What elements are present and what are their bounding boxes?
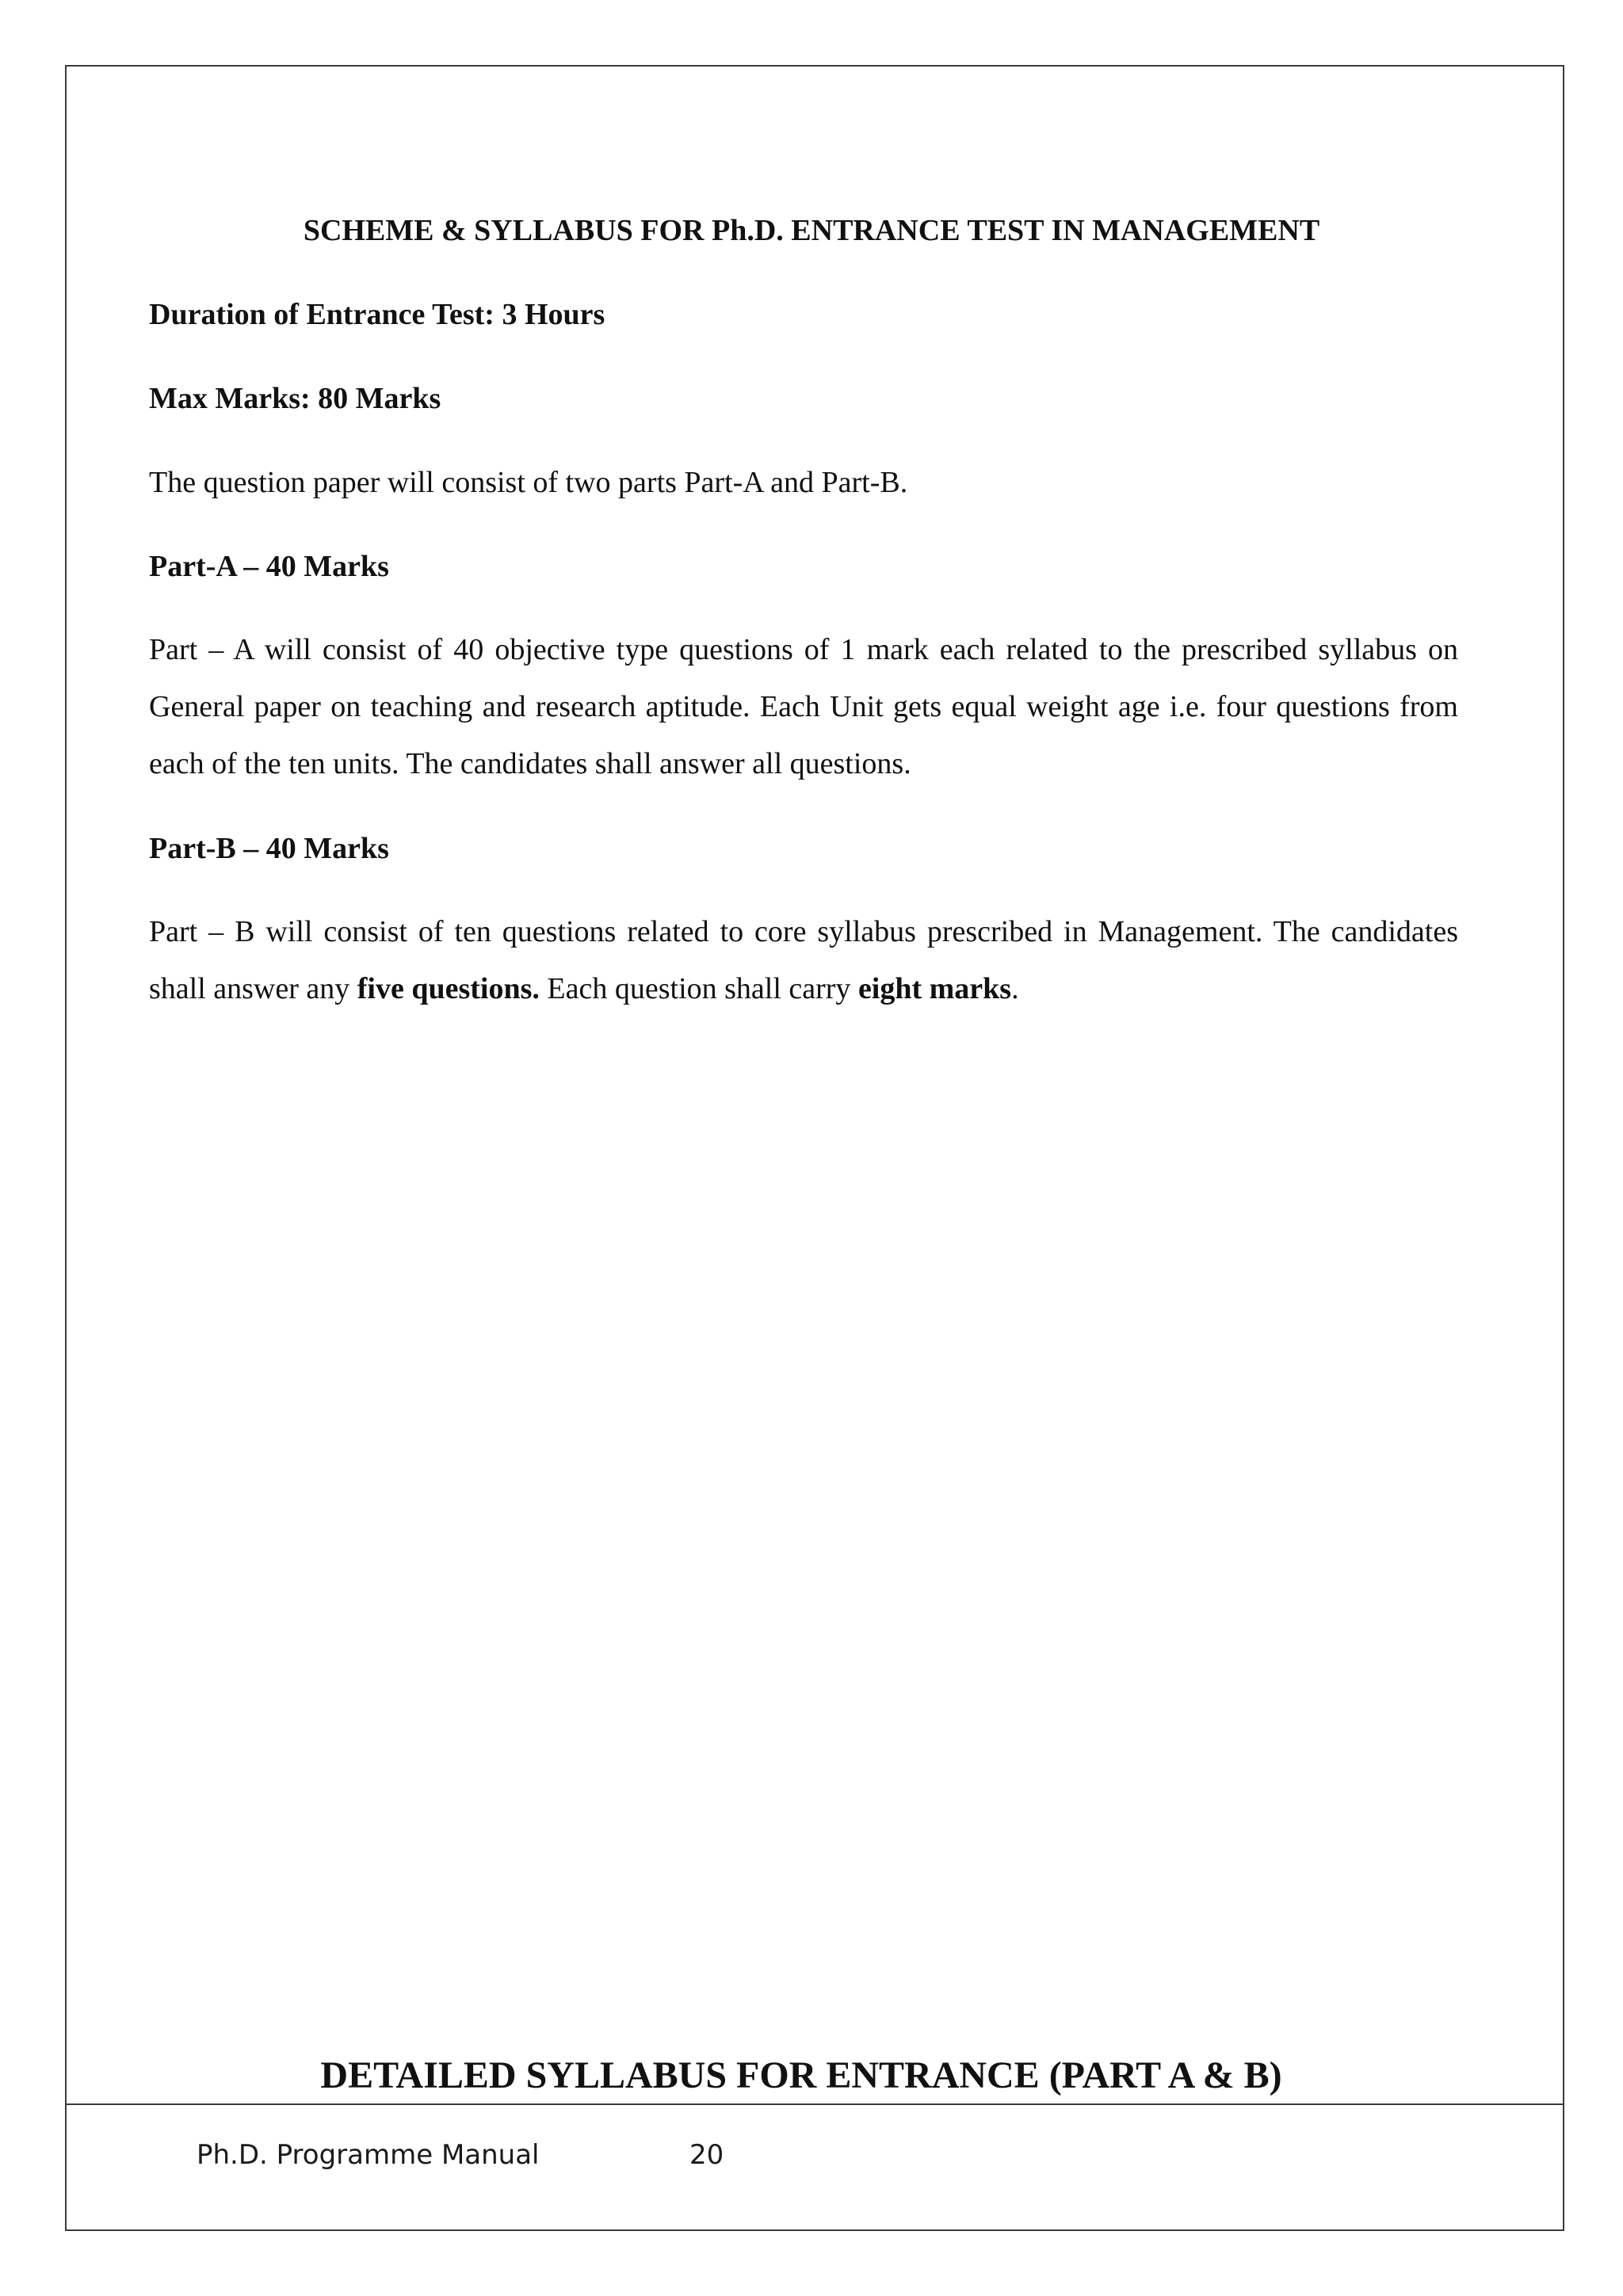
document-title: SCHEME & SYLLABUS FOR Ph.D. ENTRANCE TEST IN MANAGEMENT (303, 214, 1320, 247)
part-b-text-mid: Each question shall carry (539, 972, 858, 1005)
part-b-emphasis-five-questions: five questions. (357, 972, 540, 1005)
part-b-text-start: Part – B will consist of ten questions related to core syllabus prescribed in Management. The candidates shall answer any (149, 915, 1458, 1005)
intro-line: The question paper will consist of two parts Part-A and Part-B. (149, 466, 908, 499)
max-marks-line: Max Marks: 80 Marks (149, 382, 441, 415)
part-a-heading: Part-A – 40 Marks (149, 550, 389, 583)
duration-line: Duration of Entrance Test: 3 Hours (149, 298, 605, 331)
part-b-text-end: . (1011, 972, 1019, 1005)
part-b-emphasis-eight-marks: eight marks (857, 972, 1012, 1005)
part-b-paragraph (149, 903, 1458, 1017)
footer-page-number: 20 (689, 2139, 724, 2171)
detailed-syllabus-heading: DETAILED SYLLABUS FOR ENTRANCE (PART A & B) (320, 2054, 1282, 2096)
footer-divider (65, 2103, 1564, 2105)
part-a-paragraph: Part – A will consist of 40 objective type questions of 1 mark each related to the prescribed syllabus on General paper on teaching and research aptitude. Each Unit gets equal weight age i.e. four questions from each of the ten units. The candidates shall answer all questions. (149, 633, 1458, 780)
footer-manual-name: Ph.D. Programme Manual (197, 2139, 540, 2171)
part-b-heading: Part-B – 40 Marks (149, 832, 389, 865)
